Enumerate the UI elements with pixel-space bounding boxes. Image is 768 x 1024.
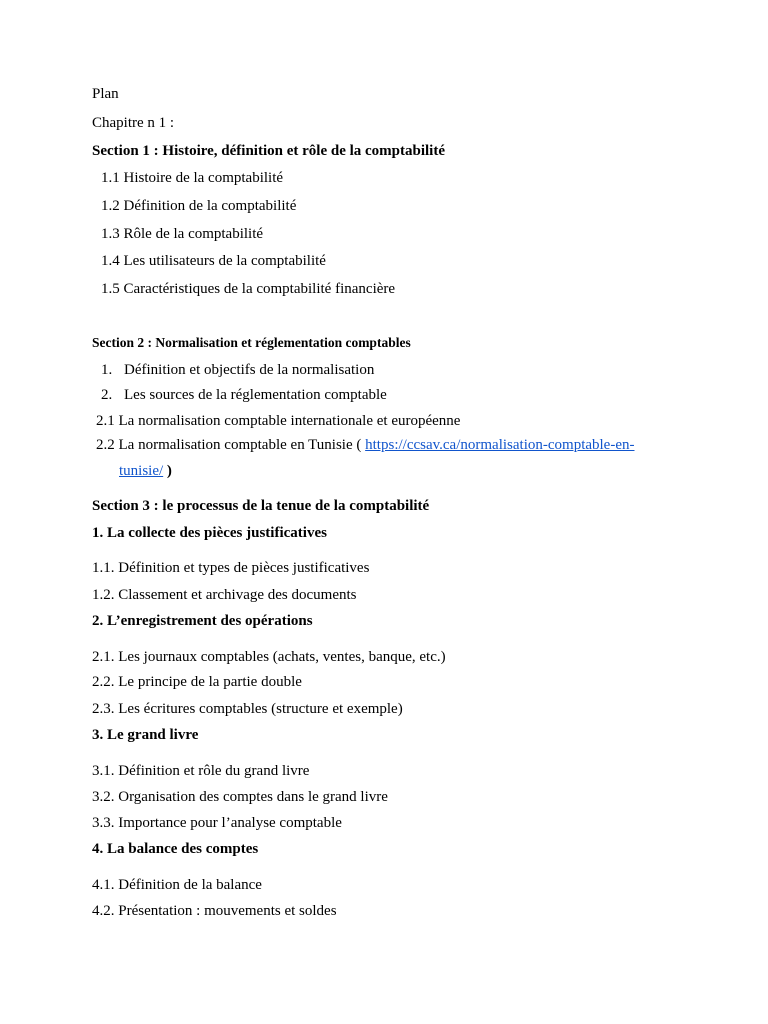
section-3-item: 2.3. Les écritures comptables (structure et exemple) xyxy=(92,701,403,717)
section-2-num: 1. xyxy=(101,362,113,378)
section-3-heading: 4. La balance des comptes xyxy=(92,841,259,857)
section-3-item: 4.1. Définition de la balance xyxy=(92,877,262,893)
ccsav-link-continued[interactable]: tunisie/ xyxy=(119,463,164,479)
item-2-2-prefix: 2.2 La normalisation comptable en Tunisie ( xyxy=(96,437,362,453)
section-3-item: 2.2. Le principe de la partie double xyxy=(92,674,302,690)
section-3-item: 3.3. Importance pour l’analyse comptable xyxy=(92,815,342,831)
section-1-item: 1.4 Les utilisateurs de la comptabilité xyxy=(101,253,326,269)
section-3-item: 3.2. Organisation des comptes dans le grand livre xyxy=(92,789,388,805)
section-1-item: 1.2 Définition de la comptabilité xyxy=(101,198,297,214)
section-2-item-2-1: 2.1 La normalisation comptable internationale et européenne xyxy=(96,413,461,429)
section-2-num: 2. xyxy=(101,387,113,403)
section-1-title: Section 1 : Histoire, définition et rôle de la comptabilité xyxy=(92,143,446,159)
section-2-numbered-item: Définition et objectifs de la normalisation xyxy=(124,362,375,378)
section-3-item: 4.2. Présentation : mouvements et soldes xyxy=(92,903,337,919)
section-3-item: 1.1. Définition et types de pièces justificatives xyxy=(92,560,370,576)
section-3-heading: 1. La collecte des pièces justificatives xyxy=(92,525,327,541)
plan-label: Plan xyxy=(92,86,119,102)
section-2-item-2-2-cont xyxy=(119,462,172,480)
section-1-item: 1.5 Caractéristiques de la comptabilité financière xyxy=(101,281,396,297)
ccsav-link[interactable]: https://ccsav.ca/normalisation-comptable-en- xyxy=(365,437,635,453)
section-3-title: Section 3 : le processus de la tenue de la comptabilité xyxy=(92,498,430,514)
section-1-item: 1.3 Rôle de la comptabilité xyxy=(101,226,264,242)
section-3-heading: 2. L’enregistrement des opérations xyxy=(92,613,313,629)
item-2-2-suffix: ) xyxy=(166,463,172,479)
section-3-item: 2.1. Les journaux comptables (achats, ventes, banque, etc.) xyxy=(92,649,446,665)
section-3-item: 1.2. Classement et archivage des documents xyxy=(92,587,357,603)
section-2-numbered-item: Les sources de la réglementation comptable xyxy=(124,387,387,403)
section-3-item: 3.1. Définition et rôle du grand livre xyxy=(92,763,310,779)
section-3-heading: 3. Le grand livre xyxy=(92,727,199,743)
section-2-item-2-2 xyxy=(96,436,635,454)
chapter-title: Chapitre n 1 : xyxy=(92,115,175,131)
section-1-item: 1.1 Histoire de la comptabilité xyxy=(101,170,284,186)
section-2-title: Section 2 : Normalisation et réglementation comptables xyxy=(92,335,411,350)
